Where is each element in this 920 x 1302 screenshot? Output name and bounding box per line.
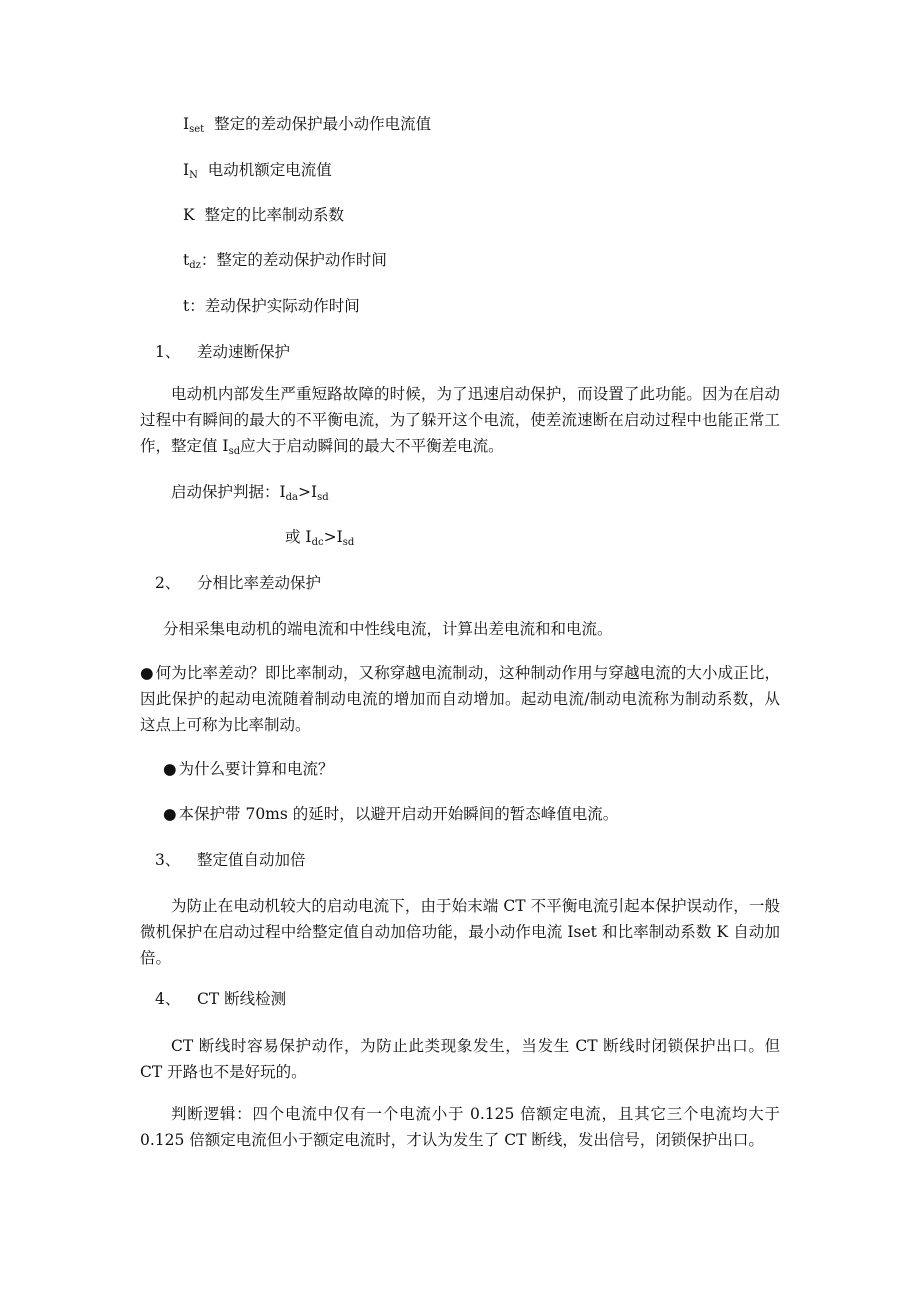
section-number: 2、 bbox=[155, 574, 181, 592]
paragraph-text: 分相采集电动机的端电流和中性线电流，计算出差电流和和电流。 bbox=[163, 620, 613, 638]
criterion-line-2 bbox=[285, 530, 354, 546]
section-number: 3、 bbox=[155, 851, 181, 869]
paragraph-text: 判断逻辑：四个电流中仅有一个电流小于 0.125 倍额定电流，且其它三个电流均大于 0.125 倍额定电流但小于额定电流时，才认为发生了 CT 断线，发出信号，闭锁保护出口。 bbox=[140, 1105, 780, 1149]
bullet-delay bbox=[163, 807, 618, 823]
criterion-label: 启动保护判据：I bbox=[171, 483, 286, 501]
section-4-paragraph-1 bbox=[140, 1033, 780, 1085]
section-1-paragraph bbox=[140, 381, 780, 459]
criterion-line-1 bbox=[171, 485, 329, 501]
definition-text: 整定的比率制动系数 bbox=[204, 206, 344, 224]
definition-in bbox=[183, 163, 332, 179]
definition-tdz bbox=[183, 253, 387, 269]
section-title: 整定值自动加倍 bbox=[197, 851, 306, 869]
bullet-text: 为什么要计算和电流？ bbox=[178, 760, 334, 778]
bullet-why-sum-current bbox=[163, 762, 334, 778]
criterion-text: 或 I bbox=[285, 528, 312, 546]
section-3-paragraph bbox=[140, 893, 780, 971]
subscript: sd bbox=[317, 492, 329, 503]
paragraph-text: CT 断线时容易保护动作，为防止此类现象发生，当发生 CT 断线时闭锁保护出口。但 CT 开路也不是好玩的。 bbox=[140, 1037, 780, 1081]
section-number: 1、 bbox=[155, 343, 181, 361]
section-2-heading bbox=[155, 576, 321, 592]
section-3-heading bbox=[155, 853, 306, 869]
bullet-text: 何为比率差动？即比率制动，又称穿越电流制动，这种制动作用与穿越电流的大小成正比，因此保护的起动电流随着制动电流的增加而自动增加。起动电流/制动电流称为制动系数，从这点上可称为比率制动。 bbox=[140, 664, 780, 734]
definition-text: ：差动保护实际动作时间 bbox=[189, 297, 360, 315]
subscript: sd bbox=[228, 446, 241, 457]
definition-k bbox=[183, 208, 344, 224]
symbol-subscript: dz bbox=[189, 260, 201, 271]
paragraph-text: 电动机内部发生严重短路故障的时候，为了迅速启动保护，而设置了此功能。因为在启动过程中有瞬间的最大的不平衡电流，为了躲开这个电流，使差流速断在启动过程中也能正常工作，整定值 I bbox=[140, 385, 780, 455]
subscript: dc bbox=[311, 537, 324, 548]
bullet-text: 本保护带 70ms 的延时，以避开启动开始瞬间的暂态峰值电流。 bbox=[178, 805, 619, 823]
section-title: 分相比率差动保护 bbox=[197, 574, 322, 592]
symbol: K bbox=[183, 206, 195, 224]
section-4-heading bbox=[155, 992, 286, 1008]
definition-text: 整定的差动保护最小动作电流值 bbox=[214, 115, 432, 133]
subscript: sd bbox=[342, 537, 355, 548]
definition-t bbox=[183, 299, 360, 315]
criterion-text: >I bbox=[323, 528, 343, 546]
section-4-paragraph-2 bbox=[140, 1101, 780, 1153]
bullet-icon: ● bbox=[163, 805, 177, 823]
section-number: 4、 bbox=[155, 990, 181, 1008]
definition-text: ：整定的差动保护动作时间 bbox=[200, 251, 387, 269]
symbol: t bbox=[183, 297, 190, 315]
paragraph-text: 为防止在电动机较大的启动电流下，由于始末端 CT 不平衡电流引起本保护误动作，一般微机保护在启动过程中给整定值自动加倍功能，最小动作电流 Iset 和比率制动系数 K 自动加倍。 bbox=[140, 897, 780, 967]
bullet-icon: ● bbox=[140, 664, 154, 682]
symbol: t bbox=[183, 251, 190, 269]
criterion-text: >I bbox=[298, 483, 318, 501]
symbol: I bbox=[183, 161, 190, 179]
symbol-subscript: set bbox=[189, 124, 205, 135]
section-1-heading bbox=[155, 345, 290, 361]
bullet-icon: ● bbox=[163, 760, 177, 778]
section-title: CT 断线检测 bbox=[197, 990, 287, 1008]
section-title: 差动速断保护 bbox=[197, 343, 291, 361]
paragraph-text: 应大于启动瞬间的最大不平衡差电流。 bbox=[240, 437, 504, 455]
bullet-ratio-differential bbox=[140, 660, 780, 738]
subscript: da bbox=[285, 492, 298, 503]
symbol: I bbox=[183, 115, 190, 133]
definition-iset bbox=[183, 117, 431, 133]
section-2-paragraph bbox=[163, 622, 613, 638]
definition-text: 电动机额定电流值 bbox=[207, 161, 332, 179]
symbol-subscript: N bbox=[189, 170, 198, 181]
